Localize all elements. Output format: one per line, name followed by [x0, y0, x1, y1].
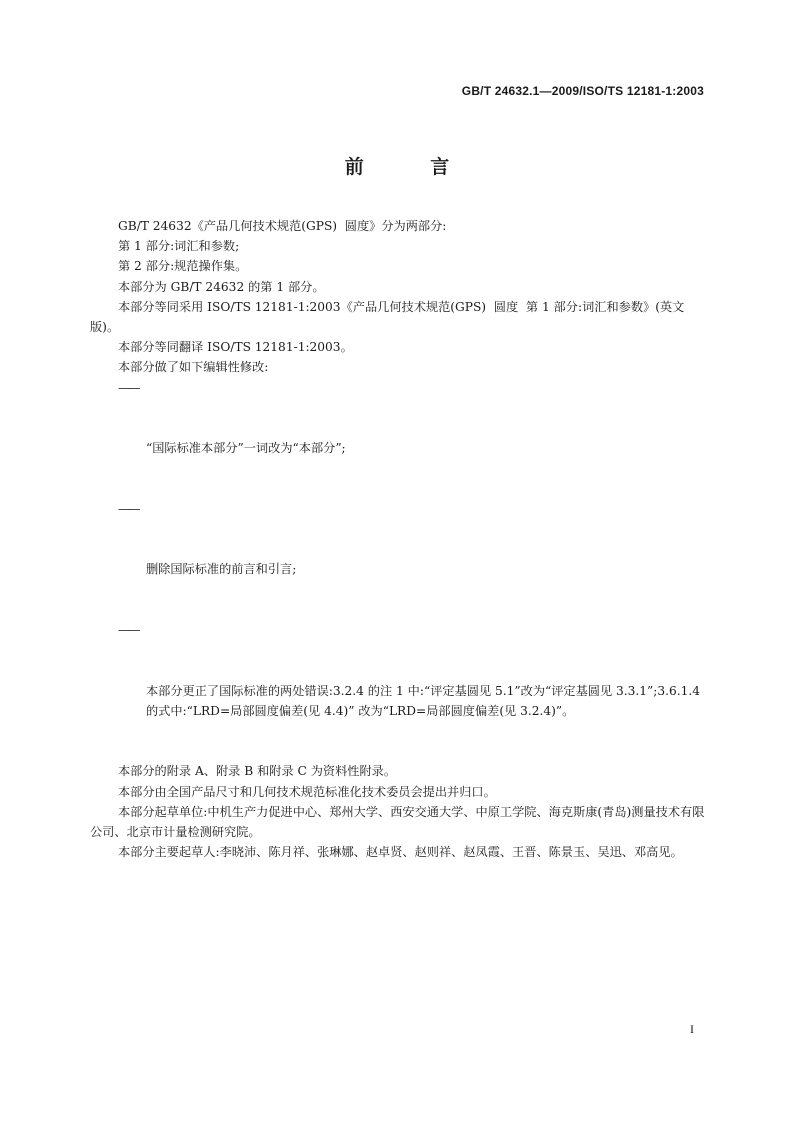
standard-code: GB/T 24632.1—2009/ISO/TS 12181-1:2003 — [461, 84, 704, 98]
paragraph: 本部分做了如下编辑性修改: — [118, 360, 269, 375]
paragraph: 本部分主要起草人:李晓沛、陈月祥、张琳娜、赵卓贤、赵则祥、赵凤霞、王晋、陈景玉、吴迅、邓高见。 — [118, 845, 683, 860]
paragraph: 本部分等同翻译 ISO/TS 12181-1:2003。 — [118, 340, 353, 355]
paragraph: 第 2 部分:规范操作集。 — [118, 259, 248, 274]
paragraph: 本部分起草单位:中机生产力促进中心、郑州大学、西安交通大学、中原工学院、海克斯康(青岛)测量技术有限公司、北京市计量检测研究院。 — [90, 804, 705, 840]
paragraph: GB/T 24632《产品几何技术规范(GPS) 圆度》分为两部分: — [118, 219, 447, 233]
paragraph: 本部分为 GB/T 24632 的第 1 部分。 — [118, 279, 325, 294]
paragraph: 本部分等同采用 ISO/TS 12181-1:2003《产品几何技术规范(GPS) 圆度 第 1 部分:词汇和参数》(英文版)。 — [90, 299, 685, 335]
paragraph: 第 1 部分:词汇和参数; — [118, 239, 240, 254]
dash-marker: —— — [118, 501, 139, 516]
dash-marker: —— — [118, 623, 139, 638]
paragraph: 本部分由全国产品尺寸和几何技术规范标准化技术委员会提出并归口。 — [118, 784, 496, 799]
dash-marker: —— — [118, 380, 139, 395]
document-body — [90, 216, 705, 863]
list-item-text: 本部分更正了国际标准的两处错误:3.2.4 的注 1 中:“评定基圆见 5.1”改为“评定基圆见 3.3.1”;3.6.1.4 的式中:“LRD=局部圆度偏差(见 4.4)” 改为“LRD=局部圆度偏差(见 3.2.4)”。 — [146, 683, 704, 718]
paragraph: 本部分的附录 A、附录 B 和附录 C 为资料性附录。 — [118, 764, 397, 779]
list-item — [90, 378, 705, 499]
list-item-text: “国际标准本部分”一词改为“本部分”; — [146, 441, 346, 456]
list-item-text: 删除国际标准的前言和引言; — [146, 562, 297, 577]
list-item — [90, 620, 705, 761]
list-item — [90, 499, 705, 620]
page-title: 前 言 — [344, 156, 480, 178]
page-number: I — [690, 1022, 694, 1036]
